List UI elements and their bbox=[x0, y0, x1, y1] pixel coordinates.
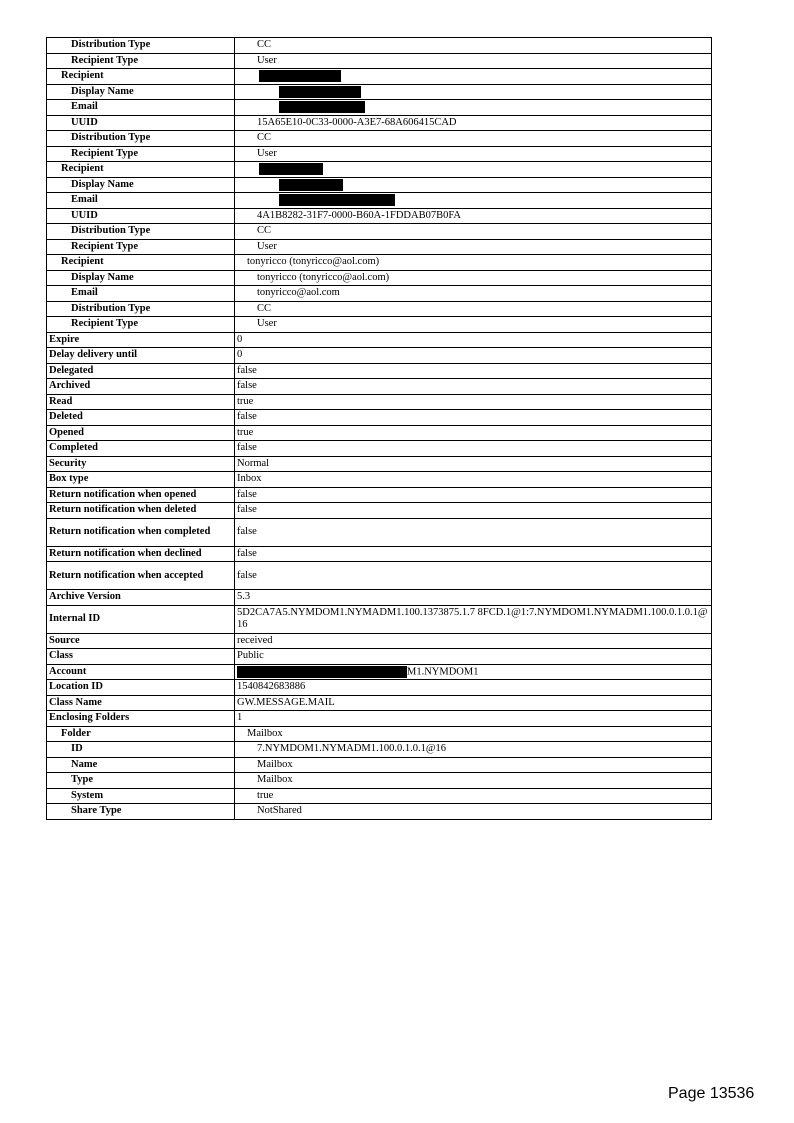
property-key: Deleted bbox=[47, 410, 235, 426]
table-row bbox=[47, 742, 712, 758]
property-value-text: Mailbox bbox=[257, 758, 293, 770]
property-value-text: 1 bbox=[237, 712, 243, 724]
property-value-text: 7.NYMDOM1.NYMADM1.100.0.1.0.1@16 bbox=[257, 743, 447, 755]
table-row bbox=[47, 286, 712, 302]
property-key: Name bbox=[47, 757, 235, 773]
property-value bbox=[235, 286, 712, 302]
property-value-text: User bbox=[257, 147, 277, 159]
property-value-text: GW.MESSAGE.MAIL bbox=[237, 696, 335, 708]
property-key: Delay delivery until bbox=[47, 348, 235, 364]
property-value-text: M1.NYMDOM1 bbox=[407, 665, 479, 677]
property-value bbox=[235, 394, 712, 410]
property-value bbox=[235, 53, 712, 69]
property-key: Class Name bbox=[47, 695, 235, 711]
property-value bbox=[235, 270, 712, 286]
table-row bbox=[47, 695, 712, 711]
property-value-text: true bbox=[237, 395, 254, 407]
table-row bbox=[47, 224, 712, 240]
property-value-text: received bbox=[237, 634, 273, 646]
property-value bbox=[235, 379, 712, 395]
property-key: Distribution Type bbox=[47, 38, 235, 54]
property-key: Email bbox=[47, 286, 235, 302]
property-value-text: tonyricco@aol.com bbox=[257, 287, 340, 299]
property-key: Recipient bbox=[47, 69, 235, 85]
table-row bbox=[47, 363, 712, 379]
property-key: UUID bbox=[47, 115, 235, 131]
property-value bbox=[235, 177, 712, 193]
property-value bbox=[235, 208, 712, 224]
property-key: Source bbox=[47, 633, 235, 649]
table-row bbox=[47, 605, 712, 633]
property-value bbox=[235, 664, 712, 680]
table-row bbox=[47, 680, 712, 696]
table-row bbox=[47, 503, 712, 519]
property-value bbox=[235, 804, 712, 820]
property-value-text: Mailbox bbox=[257, 774, 293, 786]
table-row bbox=[47, 410, 712, 426]
property-value bbox=[235, 425, 712, 441]
property-key: Class bbox=[47, 649, 235, 665]
property-value bbox=[235, 773, 712, 789]
property-value bbox=[235, 695, 712, 711]
table-row bbox=[47, 649, 712, 665]
property-value bbox=[235, 131, 712, 147]
property-value bbox=[235, 487, 712, 503]
property-value bbox=[235, 100, 712, 116]
property-value bbox=[235, 162, 712, 178]
property-value bbox=[235, 546, 712, 562]
property-value bbox=[235, 317, 712, 333]
property-key: Archived bbox=[47, 379, 235, 395]
property-value bbox=[235, 146, 712, 162]
property-value bbox=[235, 332, 712, 348]
property-key: Delegated bbox=[47, 363, 235, 379]
property-key: Recipient Type bbox=[47, 146, 235, 162]
table-row bbox=[47, 590, 712, 606]
property-key: UUID bbox=[47, 208, 235, 224]
redaction-box bbox=[259, 163, 323, 175]
table-row bbox=[47, 425, 712, 441]
property-key: Read bbox=[47, 394, 235, 410]
property-value-text: true bbox=[257, 789, 274, 801]
property-value bbox=[235, 590, 712, 606]
property-key: System bbox=[47, 788, 235, 804]
property-key: Recipient Type bbox=[47, 53, 235, 69]
property-value-text: false bbox=[237, 442, 257, 454]
property-key: Expire bbox=[47, 332, 235, 348]
property-value-text: 0 bbox=[237, 333, 243, 345]
table-row bbox=[47, 379, 712, 395]
table-row bbox=[47, 456, 712, 472]
table-row bbox=[47, 53, 712, 69]
table-row bbox=[47, 69, 712, 85]
property-value-text: tonyricco (tonyricco@aol.com) bbox=[247, 256, 380, 268]
property-value-text: false bbox=[237, 547, 257, 559]
property-key: Recipient Type bbox=[47, 317, 235, 333]
page-number: Page 13536 bbox=[668, 1085, 755, 1102]
table-row bbox=[47, 518, 712, 546]
property-key: Completed bbox=[47, 441, 235, 457]
property-value bbox=[235, 69, 712, 85]
property-value bbox=[235, 605, 712, 633]
property-key: Return notification when declined bbox=[47, 546, 235, 562]
property-key: Display Name bbox=[47, 177, 235, 193]
property-key: Return notification when opened bbox=[47, 487, 235, 503]
property-value bbox=[235, 410, 712, 426]
property-value bbox=[235, 38, 712, 54]
redaction-box bbox=[279, 101, 365, 113]
property-value-text: 15A65E10-0C33-0000-A3E7-68A606415CAD bbox=[257, 116, 457, 128]
property-value bbox=[235, 518, 712, 546]
table-row bbox=[47, 317, 712, 333]
property-key: Recipient bbox=[47, 255, 235, 271]
property-key: ID bbox=[47, 742, 235, 758]
property-value-text: Normal bbox=[237, 457, 270, 469]
property-key: Return notification when deleted bbox=[47, 503, 235, 519]
property-value-text: false bbox=[237, 504, 257, 516]
table-row bbox=[47, 726, 712, 742]
table-row bbox=[47, 348, 712, 364]
property-key: Distribution Type bbox=[47, 301, 235, 317]
property-value-text: true bbox=[237, 426, 254, 438]
property-key: Enclosing Folders bbox=[47, 711, 235, 727]
table-row bbox=[47, 38, 712, 54]
table-row bbox=[47, 208, 712, 224]
property-value-text: false bbox=[237, 526, 257, 537]
property-value-text: CC bbox=[257, 225, 272, 237]
table-row bbox=[47, 546, 712, 562]
table-row bbox=[47, 146, 712, 162]
property-value-text: false bbox=[237, 488, 257, 500]
property-value-text: User bbox=[257, 240, 277, 252]
property-value-text: false bbox=[237, 364, 257, 376]
property-value-text: 1540842683886 bbox=[237, 681, 306, 693]
property-value bbox=[235, 255, 712, 271]
property-value bbox=[235, 649, 712, 665]
table-row bbox=[47, 177, 712, 193]
property-key: Location ID bbox=[47, 680, 235, 696]
property-key: Email bbox=[47, 100, 235, 116]
property-value-text: 5D2CA7A5.NYMDOM1.NYMADM1.100.1373875.1.7 8FCD.1@1:7.NYMDOM1.NYMADM1.100.0.1.0.1@16 bbox=[237, 607, 708, 630]
redaction-box bbox=[259, 70, 341, 82]
property-key: Distribution Type bbox=[47, 224, 235, 240]
property-key: Recipient bbox=[47, 162, 235, 178]
property-value-text: false bbox=[237, 569, 257, 581]
property-value bbox=[235, 115, 712, 131]
table-row bbox=[47, 441, 712, 457]
property-key: Archive Version bbox=[47, 590, 235, 606]
property-key: Folder bbox=[47, 726, 235, 742]
property-value-text: false bbox=[237, 411, 257, 423]
redaction-box bbox=[279, 86, 361, 98]
table-row bbox=[47, 162, 712, 178]
table-row bbox=[47, 804, 712, 820]
table-row bbox=[47, 394, 712, 410]
table-row bbox=[47, 757, 712, 773]
property-value bbox=[235, 239, 712, 255]
table-row bbox=[47, 711, 712, 727]
property-key: Display Name bbox=[47, 84, 235, 100]
property-value-text: tonyricco (tonyricco@aol.com) bbox=[257, 271, 390, 283]
property-value bbox=[235, 757, 712, 773]
property-value-text: 4A1B8282-31F7-0000-B60A-1FDDAB07B0FA bbox=[257, 209, 461, 221]
property-value-text: CC bbox=[257, 132, 272, 144]
property-value-text: NotShared bbox=[257, 805, 302, 817]
property-key: Distribution Type bbox=[47, 131, 235, 147]
table-row bbox=[47, 562, 712, 590]
table-row bbox=[47, 664, 712, 680]
property-value-text: false bbox=[237, 380, 257, 392]
property-key: Return notification when completed bbox=[47, 518, 235, 546]
table-row bbox=[47, 115, 712, 131]
redaction-box bbox=[279, 179, 343, 191]
table-row bbox=[47, 332, 712, 348]
property-key: Security bbox=[47, 456, 235, 472]
property-value bbox=[235, 788, 712, 804]
property-value-text: CC bbox=[257, 39, 272, 51]
table-row bbox=[47, 633, 712, 649]
property-value bbox=[235, 726, 712, 742]
property-key: Internal ID bbox=[47, 605, 235, 633]
property-value bbox=[235, 711, 712, 727]
table-row bbox=[47, 239, 712, 255]
property-value bbox=[235, 348, 712, 364]
table-row bbox=[47, 84, 712, 100]
properties-table-body bbox=[47, 38, 712, 820]
property-value bbox=[235, 84, 712, 100]
property-key: Return notification when accepted bbox=[47, 562, 235, 590]
property-value bbox=[235, 503, 712, 519]
property-value bbox=[235, 301, 712, 317]
property-value-text: User bbox=[257, 318, 277, 330]
property-key: Recipient Type bbox=[47, 239, 235, 255]
property-value-text: CC bbox=[257, 302, 272, 314]
property-value bbox=[235, 742, 712, 758]
property-value-text: Mailbox bbox=[247, 727, 283, 739]
table-row bbox=[47, 472, 712, 488]
property-value-text: Inbox bbox=[237, 473, 262, 485]
property-value bbox=[235, 224, 712, 240]
table-row bbox=[47, 255, 712, 271]
redaction-box bbox=[237, 666, 407, 678]
redaction-box bbox=[279, 194, 395, 206]
table-row bbox=[47, 487, 712, 503]
property-value-text: Public bbox=[237, 650, 264, 662]
property-key: Opened bbox=[47, 425, 235, 441]
property-value bbox=[235, 633, 712, 649]
property-key: Box type bbox=[47, 472, 235, 488]
table-row bbox=[47, 193, 712, 209]
property-key: Account bbox=[47, 664, 235, 680]
property-value bbox=[235, 363, 712, 379]
property-value-text: 0 bbox=[237, 349, 243, 361]
table-row bbox=[47, 131, 712, 147]
property-value bbox=[235, 680, 712, 696]
property-value-text: 5.3 bbox=[237, 591, 251, 603]
table-row bbox=[47, 788, 712, 804]
property-key: Display Name bbox=[47, 270, 235, 286]
table-row bbox=[47, 301, 712, 317]
property-value-text: User bbox=[257, 54, 277, 66]
property-key: Email bbox=[47, 193, 235, 209]
property-value bbox=[235, 193, 712, 209]
property-key: Type bbox=[47, 773, 235, 789]
table-row bbox=[47, 773, 712, 789]
property-key: Share Type bbox=[47, 804, 235, 820]
properties-table bbox=[46, 37, 712, 820]
property-value bbox=[235, 456, 712, 472]
table-row bbox=[47, 270, 712, 286]
property-value bbox=[235, 441, 712, 457]
property-value bbox=[235, 562, 712, 590]
property-value bbox=[235, 472, 712, 488]
table-row bbox=[47, 100, 712, 116]
